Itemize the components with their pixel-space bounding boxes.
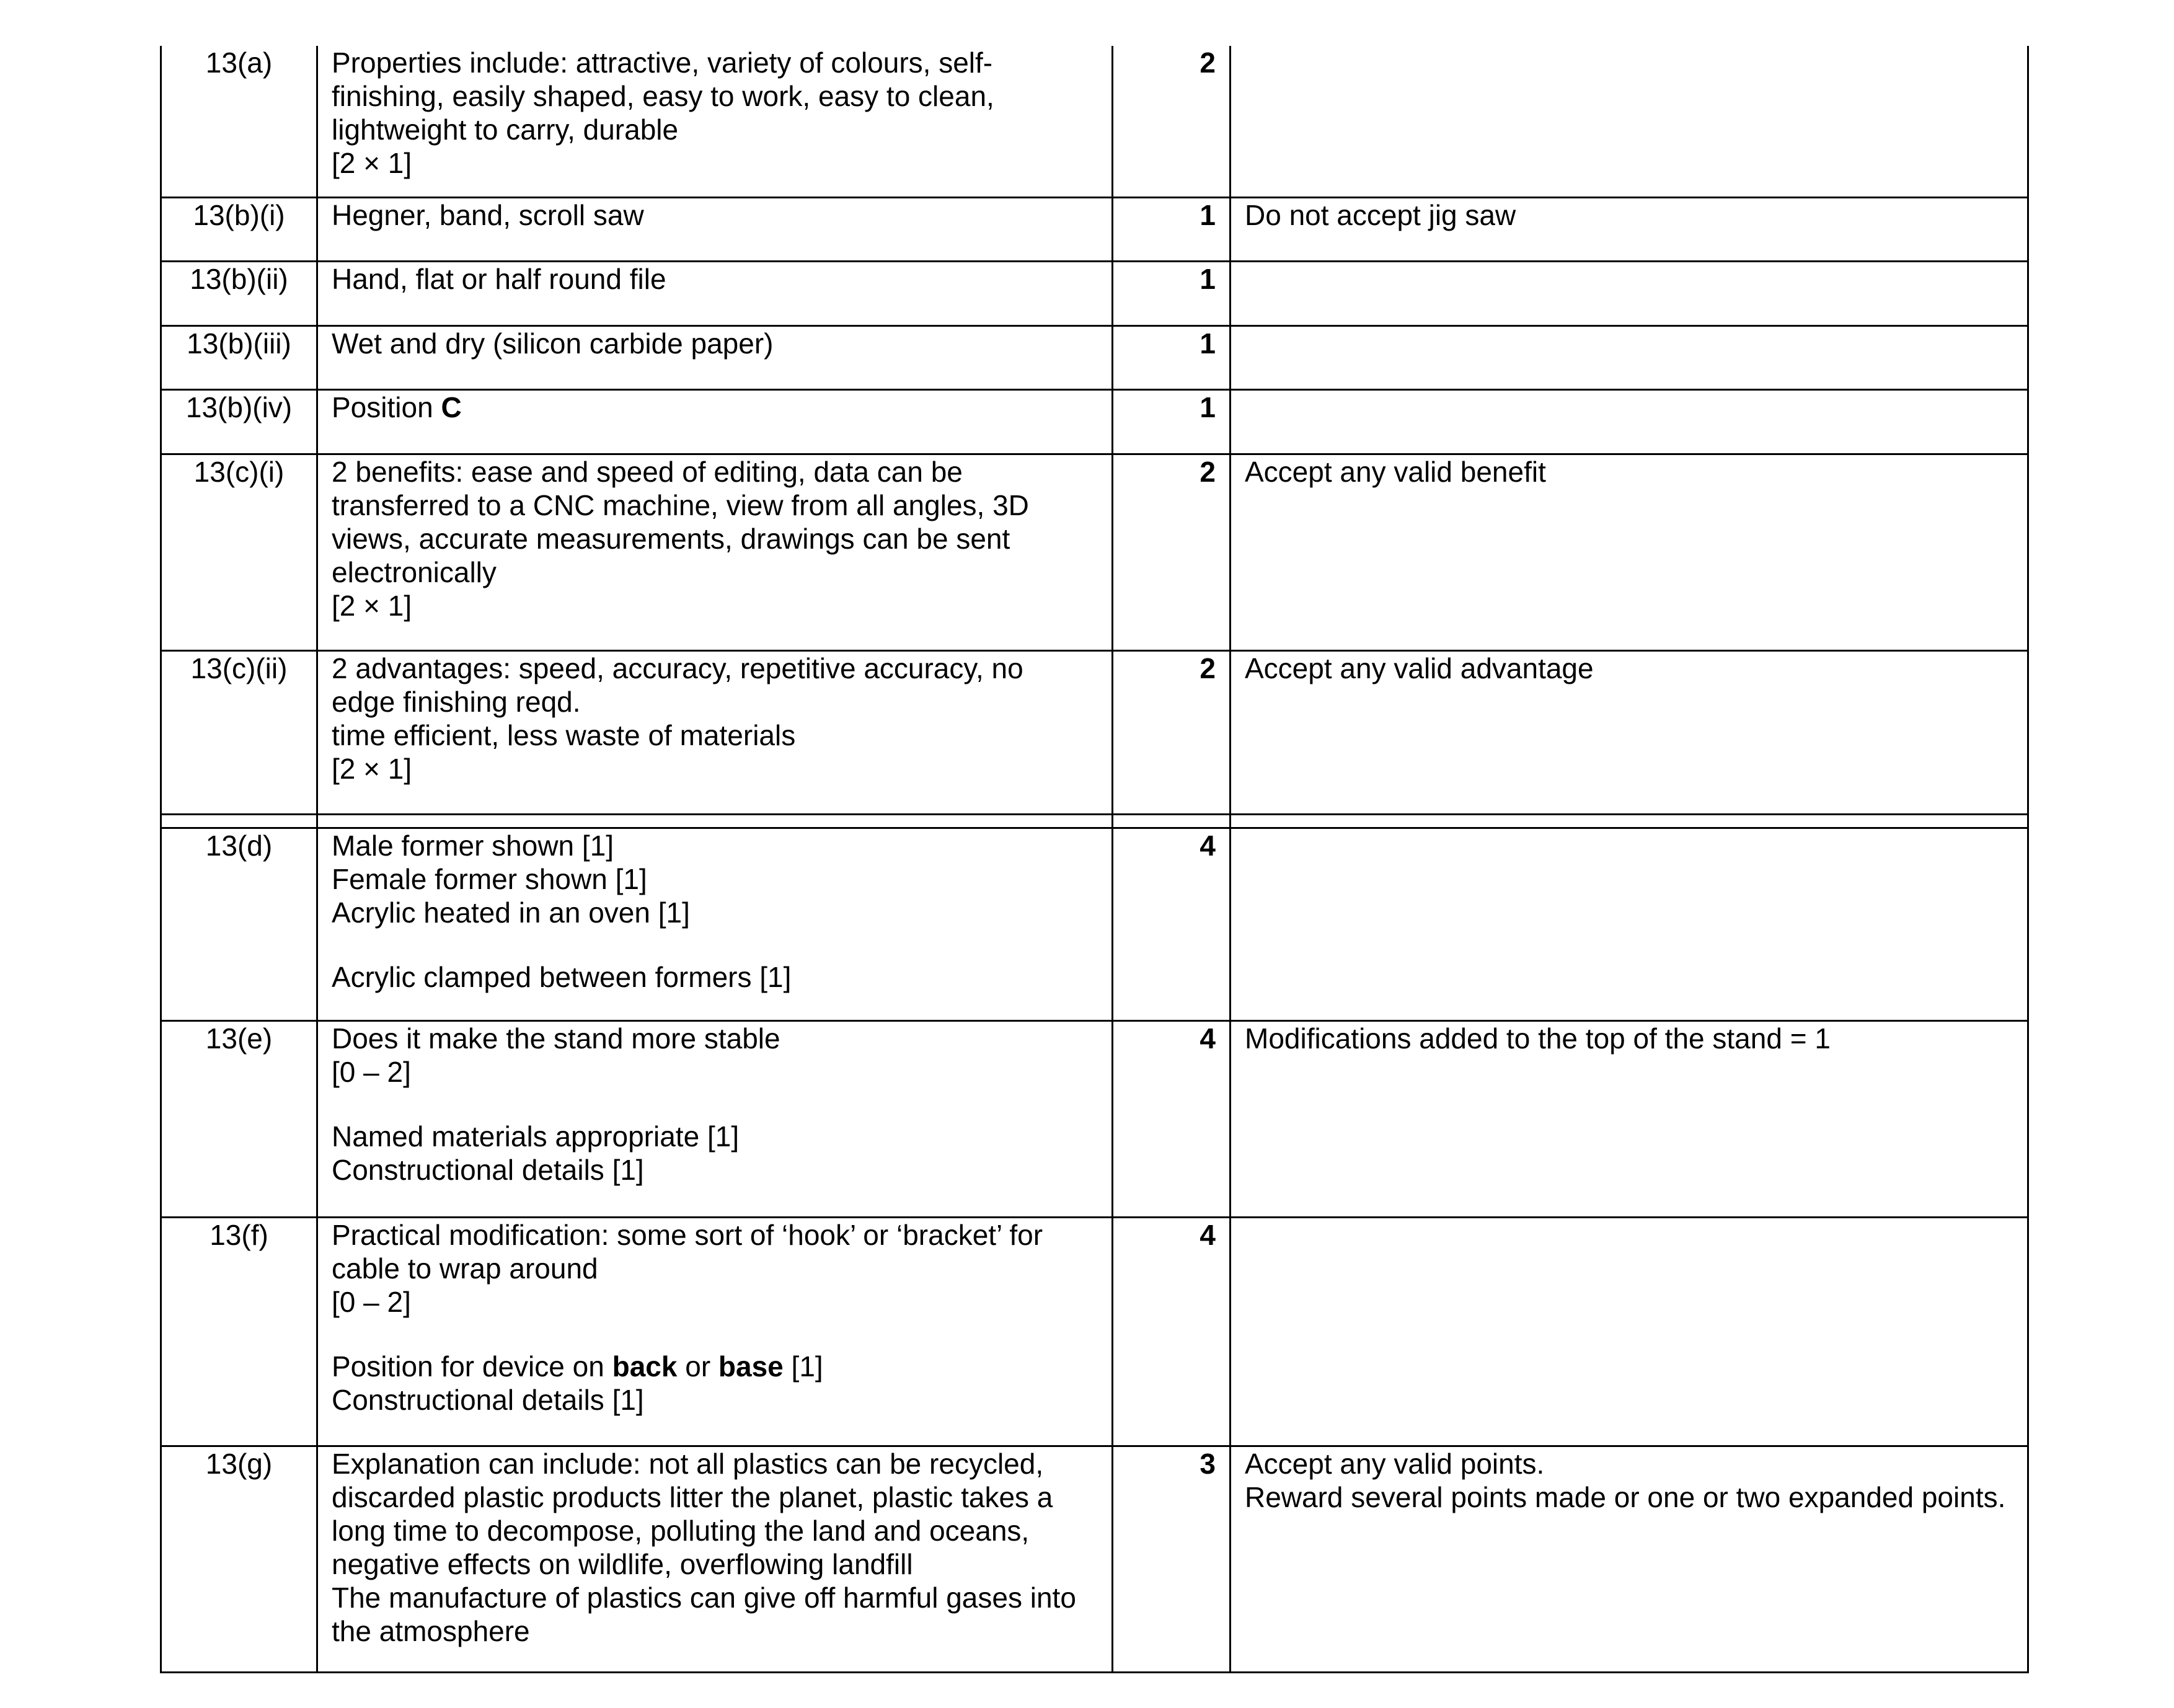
- guidance-cell: [1231, 261, 2028, 325]
- answer-line: Male former shown [1]: [332, 829, 614, 862]
- answer-line: [0 – 2]: [332, 1285, 411, 1318]
- answer-line: Properties include: attractive, variety of colours, self-: [332, 46, 993, 79]
- answer-text: or: [677, 1350, 718, 1383]
- guidance-cell: [1231, 1446, 2028, 1672]
- blank-line: [332, 929, 1098, 960]
- answer-line: time efficient, less waste of materials: [332, 719, 796, 751]
- answer-line: Practical modification: some sort of ‘hook’ or ‘bracket’ for: [332, 1218, 1043, 1251]
- answer-line: [332, 1350, 1098, 1383]
- question-number: 13(b)(i): [161, 197, 317, 261]
- answer-line: Hand, flat or half round file: [332, 262, 666, 295]
- answer-line: [2 × 1]: [332, 752, 412, 785]
- answer-line: the atmosphere: [332, 1614, 530, 1647]
- answer-line: Constructional details [1]: [332, 1383, 644, 1416]
- guidance-cell: [1231, 1020, 2028, 1217]
- answer-line: electronically: [332, 555, 497, 588]
- answer-line: Acrylic clamped between formers [1]: [332, 960, 792, 993]
- guidance-cell: [1231, 197, 2028, 261]
- answer-line: finishing, easily shaped, easy to work, easy to clean,: [332, 80, 994, 112]
- guidance-line: Modifications added to the top of the stand = 1: [1245, 1022, 1831, 1055]
- table-row: [161, 197, 2028, 261]
- answer-line: [0 – 2]: [332, 1055, 411, 1088]
- guidance-cell: [1231, 650, 2028, 814]
- answer-line: lightweight to carry, durable: [332, 113, 679, 146]
- answer-bold-text: back: [612, 1350, 678, 1383]
- question-number: 13(d): [161, 828, 317, 1020]
- question-number: 13(e): [161, 1020, 317, 1217]
- marks-cell: 2: [1113, 650, 1231, 814]
- guidance-line: Accept any valid advantage: [1245, 652, 1594, 684]
- answer-cell: [317, 46, 1113, 197]
- separator-cell: [317, 814, 1113, 828]
- answer-line: [2 × 1]: [332, 147, 412, 179]
- marks-cell: 1: [1113, 197, 1231, 261]
- blank-line: [332, 1319, 1098, 1350]
- table-row: [161, 1020, 2028, 1217]
- answer-line: Wet and dry (silicon carbide paper): [332, 327, 774, 360]
- answer-cell: [317, 197, 1113, 261]
- question-number: 13(b)(iii): [161, 325, 317, 389]
- answer-text: [1]: [783, 1350, 823, 1383]
- marks-cell: 2: [1113, 454, 1231, 650]
- question-number: 13(a): [161, 46, 317, 197]
- marks-cell: 1: [1113, 261, 1231, 325]
- answer-bold-text: base: [718, 1350, 784, 1383]
- answer-line: Explanation can include: not all plastics can be recycled,: [332, 1447, 1044, 1480]
- separator-cell: [1231, 814, 2028, 828]
- question-number: 13(b)(iv): [161, 389, 317, 454]
- answer-line: transferred to a CNC machine, view from all angles, 3D: [332, 489, 1029, 521]
- marks-cell: 1: [1113, 325, 1231, 389]
- answer-line: 2 benefits: ease and speed of editing, data can be: [332, 455, 963, 488]
- answer-line: Acrylic heated in an oven [1]: [332, 896, 690, 929]
- answer-cell: [317, 325, 1113, 389]
- table-row: [161, 389, 2028, 454]
- question-number: 13(f): [161, 1217, 317, 1446]
- table-row: [161, 454, 2028, 650]
- question-number: 13(g): [161, 1446, 317, 1672]
- answer-line: views, accurate measurements, drawings can be sent: [332, 522, 1010, 555]
- table-row: [161, 325, 2028, 389]
- blank-line: [332, 1089, 1098, 1120]
- answer-text: Position: [332, 391, 441, 423]
- answer-line: [332, 391, 1098, 424]
- table-row: [161, 46, 2028, 197]
- answer-cell: [317, 1020, 1113, 1217]
- guidance-cell: [1231, 389, 2028, 454]
- marks-cell: 4: [1113, 1217, 1231, 1446]
- marks-cell: 3: [1113, 1446, 1231, 1672]
- answer-cell: [317, 650, 1113, 814]
- guidance-cell: [1231, 454, 2028, 650]
- answer-line: discarded plastic products litter the planet, plastic takes a: [332, 1480, 1053, 1513]
- guidance-cell: [1231, 46, 2028, 197]
- answer-line: Named materials appropriate [1]: [332, 1120, 740, 1153]
- answer-line: Female former shown [1]: [332, 862, 647, 895]
- answer-cell: [317, 1446, 1113, 1672]
- question-number: 13(b)(ii): [161, 261, 317, 325]
- answer-cell: [317, 261, 1113, 325]
- table-row: [161, 1217, 2028, 1446]
- answer-line: [2 × 1]: [332, 589, 412, 622]
- answer-line: edge finishing reqd.: [332, 685, 581, 718]
- answer-cell: [317, 1217, 1113, 1446]
- marks-cell: 1: [1113, 389, 1231, 454]
- marks-cell: 4: [1113, 1020, 1231, 1217]
- guidance-cell: [1231, 1217, 2028, 1446]
- marks-cell: 4: [1113, 828, 1231, 1020]
- answer-line: negative effects on wildlife, overflowing landfill: [332, 1547, 913, 1580]
- table-row: [161, 1446, 2028, 1672]
- answer-line: Constructional details [1]: [332, 1153, 644, 1186]
- answer-bold-text: C: [441, 391, 462, 423]
- mark-scheme-table: [160, 46, 2029, 1673]
- separator-cell: [1113, 814, 1231, 828]
- table-row: [161, 261, 2028, 325]
- guidance-line: Accept any valid points.: [1245, 1447, 1545, 1480]
- table-row: [161, 828, 2028, 1020]
- guidance-line: Do not accept jig saw: [1245, 198, 1516, 231]
- answer-cell: [317, 828, 1113, 1020]
- table-row: [161, 650, 2028, 814]
- question-number: 13(c)(i): [161, 454, 317, 650]
- guidance-cell: [1231, 325, 2028, 389]
- guidance-line: Reward several points made or one or two expanded points.: [1245, 1480, 2006, 1513]
- answer-line: Does it make the stand more stable: [332, 1022, 780, 1055]
- question-number: 13(c)(ii): [161, 650, 317, 814]
- answer-text: Position for device on: [332, 1350, 612, 1383]
- answer-line: The manufacture of plastics can give off harmful gases into: [332, 1581, 1076, 1614]
- answer-line: long time to decompose, polluting the land and oceans,: [332, 1514, 1030, 1547]
- answer-line: 2 advantages: speed, accuracy, repetitive accuracy, no: [332, 652, 1023, 684]
- guidance-line: Accept any valid benefit: [1245, 455, 1546, 488]
- table-separator-row: [161, 814, 2028, 828]
- answer-line: Hegner, band, scroll saw: [332, 198, 644, 231]
- guidance-cell: [1231, 828, 2028, 1020]
- separator-cell: [161, 814, 317, 828]
- answer-cell: [317, 389, 1113, 454]
- answer-line: cable to wrap around: [332, 1252, 598, 1285]
- answer-cell: [317, 454, 1113, 650]
- marks-cell: 2: [1113, 46, 1231, 197]
